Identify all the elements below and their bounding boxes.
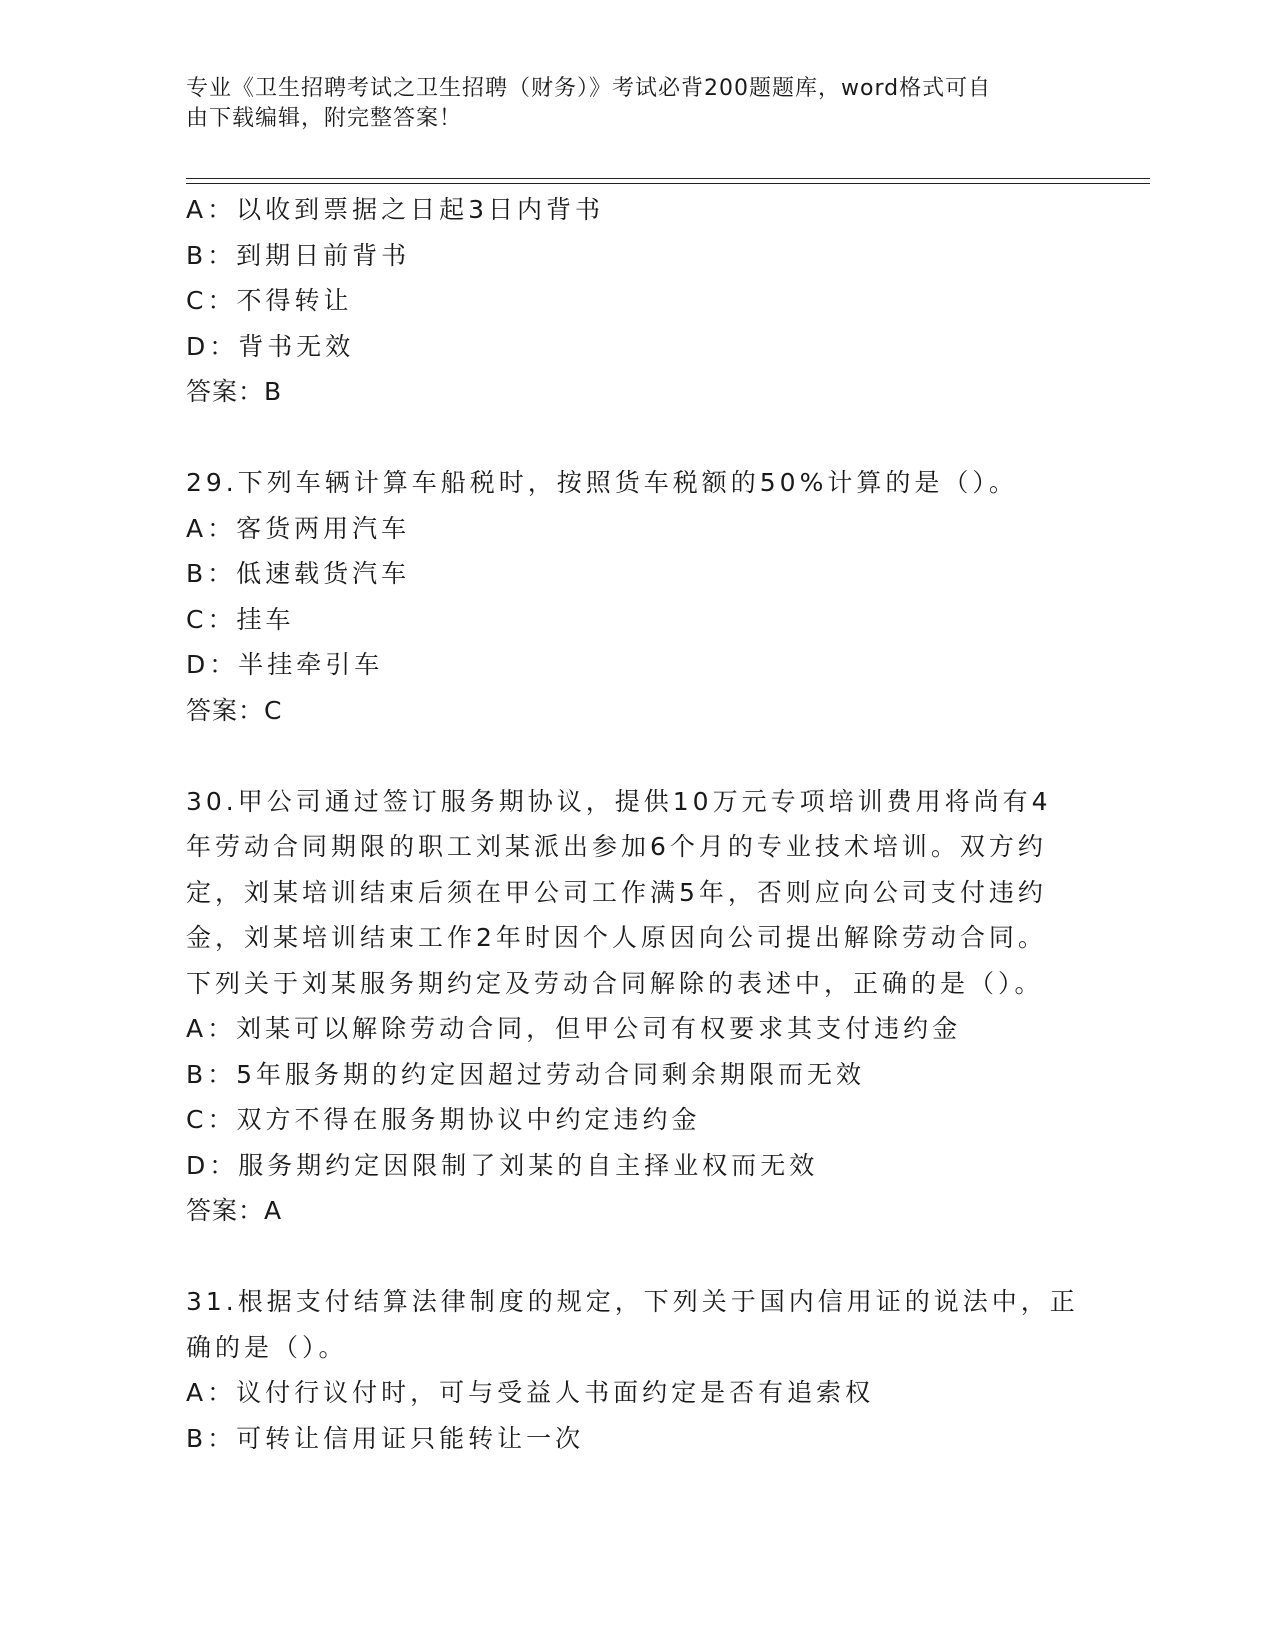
option-b: B：可转让信用证只能转让一次 [186,1423,585,1453]
header-divider-bottom [186,183,1150,184]
question-stem-line: 31.根据支付结算法律制度的规定，下列关于国内信用证的说法中，正 [186,1287,1079,1316]
option-d: D：半挂牵引车 [186,650,384,679]
option-a: A：以收到票据之日起3日内背书 [186,195,605,224]
question-stem-line: 定，刘某培训结束后须在甲公司工作满5年，否则应向公司支付违约 [186,877,1047,907]
option-b: B：低速载货汽车 [186,559,411,588]
option-d: D：背书无效 [186,331,355,361]
question-stem-line: 年劳动合同期限的职工刘某派出参加6个月的专业技术培训。双方约 [186,832,1047,861]
question-stem-line: 下列关于刘某服务期约定及劳动合同解除的表述中，正确的是（）。 [186,968,1044,998]
option-d: D：服务期约定因限制了刘某的自主择业权而无效 [186,1150,819,1180]
option-a: A：客货两用汽车 [186,513,411,543]
question-30 [186,779,1086,1234]
option-c: C：挂车 [186,604,295,634]
question-stem-line: 30.甲公司通过签订服务期协议，提供10万元专项培训费用将尚有4 [186,786,1052,816]
question-list [186,187,1086,1461]
header-line-1: 专业《卫生招聘考试之卫生招聘（财务）》考试必背200题题库，word格式可自 [186,76,992,101]
question-28-continued [186,187,1086,415]
question-29 [186,460,1086,733]
spacer [186,415,1086,461]
question-stem-line: 金，刘某培训结束工作2年时因个人原因向公司提出解除劳动合同。 [186,923,1047,952]
question-stem-line: 确的是（）。 [186,1332,348,1362]
spacer [186,733,1086,779]
option-b: B：5年服务期的约定因超过劳动合同剩余期限而无效 [186,1059,866,1089]
option-c: C：双方不得在服务期协议中约定违约金 [186,1105,701,1134]
option-a: A：刘某可以解除劳动合同，但甲公司有权要求其支付违约金 [186,1014,962,1043]
question-31 [186,1279,1086,1461]
header-line-2: 由下载编辑，附完整答案！ [186,106,463,131]
answer: 答案：B [186,377,283,406]
option-c: C：不得转让 [186,286,353,315]
question-stem: 29.下列车辆计算车船税时，按照货车税额的50%计算的是（）。 [186,468,1018,497]
document-header [186,74,1086,134]
option-b: B：到期日前背书 [186,240,411,270]
answer: 答案：A [186,1196,283,1225]
option-a: A：议付行议付时，可与受益人书面约定是否有追索权 [186,1378,875,1407]
header-divider-top [186,178,1150,179]
spacer [186,1234,1086,1280]
answer: 答案：C [186,695,283,725]
